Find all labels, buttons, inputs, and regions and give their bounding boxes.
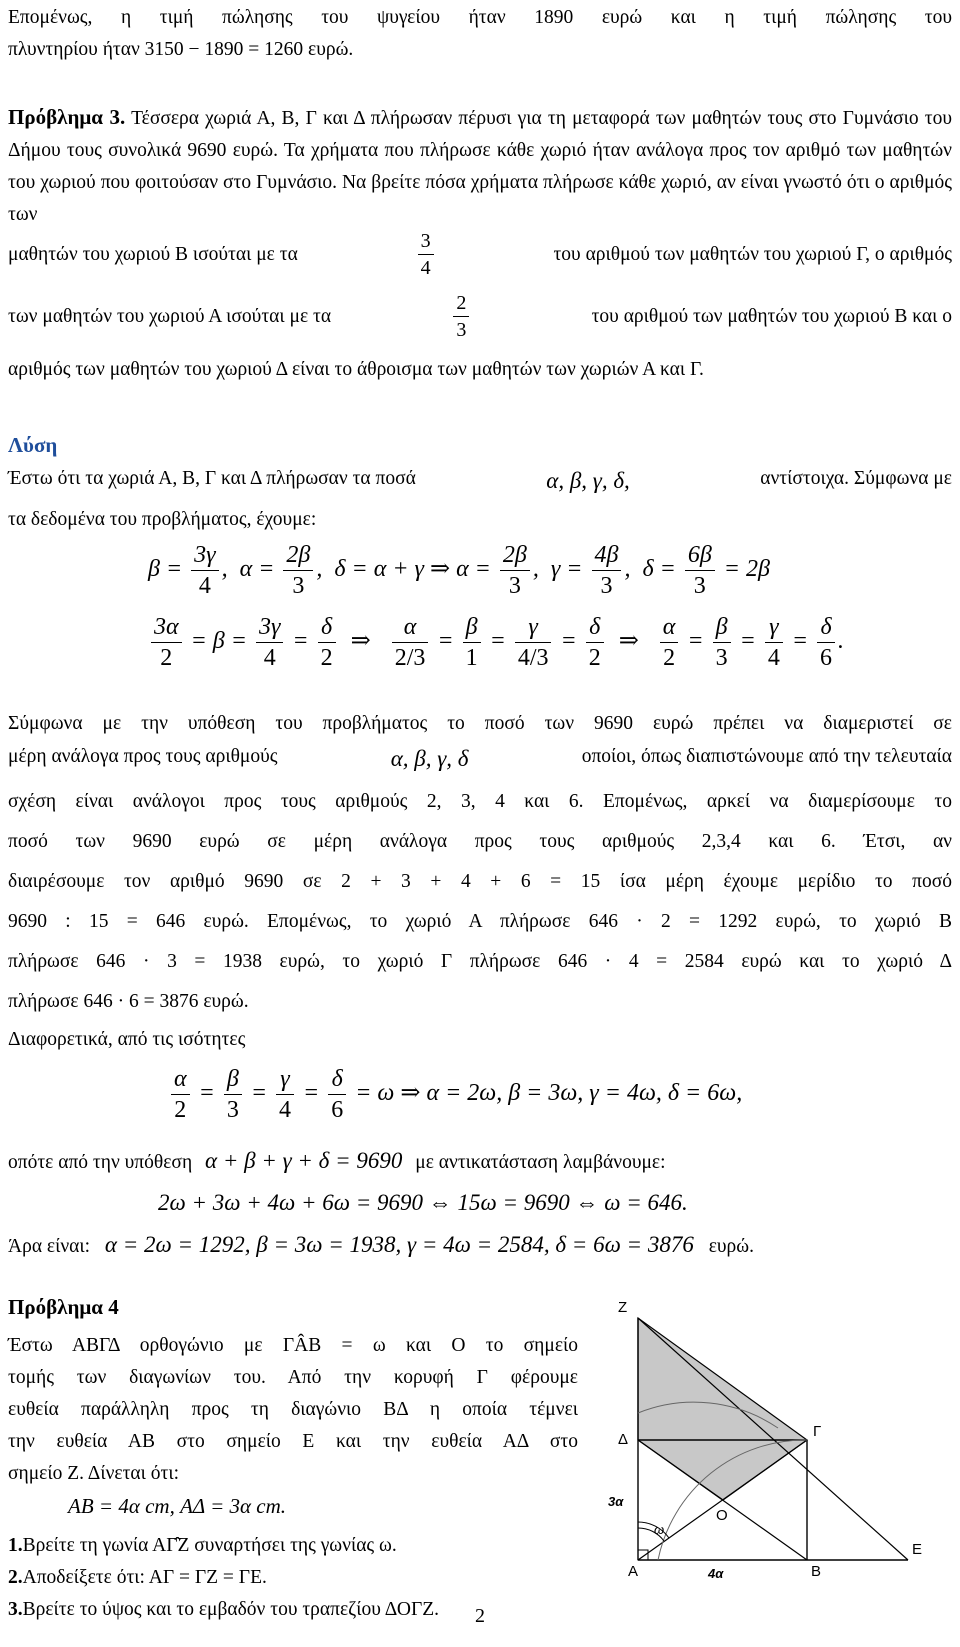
geometry-diagram — [608, 1278, 948, 1578]
page-number: 2 — [475, 1605, 485, 1627]
para-line-7: πλήρωσε 646 · 3 = 1938 ευρώ, το χωριό Γ πλήρωσε 646 · 4 = 2584 ευρώ και το χωριό Δ — [8, 951, 952, 972]
label-A: A — [628, 1563, 639, 1578]
opote-line: οπότε από την υπόθεση α + β + γ + δ = 9690 με αντικατάσταση λαμβάνουμε: — [8, 1148, 666, 1173]
equation-row-1: β = $\frac{3\gamma}{4}$ , α = $\frac{2\beta}{3}$ , δ = α + γ ⇒ α = $\frac{2\beta}{3}$ , γ = $\frac{4\beta}{3}$ , δ = $\frac{6\beta}{3}$ = 2β — [148, 542, 770, 599]
problem3-line-fraction-1: μαθητών του χωριού Β ισούται με τα $\frac{3}{4}$ του αριθμού των μαθητών του χωριού Γ, ο αριθμός — [8, 230, 952, 279]
problem3-block — [8, 100, 952, 231]
equation-row-2: $\frac{3\alpha}{2}$ = β = $\frac{3\gamma}{4}$ = $\frac{\delta}{2}$ ⇒ $\frac{\alpha}{2/3}$ = $\frac{\beta}{1}$ = $\frac{\gamma}{4/3}$ = $\frac{\delta}{2}$ ⇒ $\frac{\alpha}{2}$ = $\frac{\beta}{3}$ = $\frac{\gamma}{4}$ = $\frac{\delta}{6}$ . — [148, 612, 844, 673]
label-omega: ω — [654, 1522, 665, 1537]
problem4-heading: Πρόβλημα 4 — [8, 1295, 119, 1319]
solution-line-1: Έστω ότι τα χωριά Α, Β, Γ και Δ πλήρωσαν τα ποσά α, β, γ, δ, αντίστοιχα. Σύμφωνα με — [8, 468, 952, 493]
para-line-1: Σύμφωνα με την υπόθεση του προβλήματος το ποσό των 9690 ευρώ πρέπει να διαμεριστεί σε — [8, 713, 952, 734]
solution-line-2: τα δεδομένα του προβλήματος, έχουμε: — [8, 509, 317, 530]
para-line-2: μέρη ανάλογα προς τους αριθμούς α, β, γ, δ οποίοι, όπως διαπιστώνουμε από την τελευταία — [8, 746, 952, 771]
label-O: O — [716, 1507, 728, 1524]
problem3-heading: Πρόβλημα 3. — [8, 105, 126, 129]
intro-line-1: Επομένως, η τιμή πώλησης του ψυγείου ήταν 1890 ευρώ και η τιμή πώλησης του — [8, 7, 952, 28]
para-line-3: σχέση είναι ανάλογοι προς τους αριθμούς 2, 3, 4 και 6. Επομένως, αρκεί να διαμερίσουμε το — [8, 791, 952, 812]
label-side-3a: 3α — [608, 1494, 624, 1509]
label-E: E — [912, 1541, 923, 1558]
omega-equation: 2ω + 3ω + 4ω + 6ω = 9690 ⇔ 15ω = 9690 ⇔ ω = 646. — [158, 1190, 688, 1215]
label-G: Γ — [813, 1423, 822, 1440]
fraction-2-3: $\frac{2}{3}$ — [453, 290, 469, 343]
label-Z: Z — [618, 1299, 628, 1316]
para-line-6: 9690 : 15 = 646 ευρώ. Επομένως, το χωριό Α πλήρωσε 646 · 2 = 1292 ευρώ, το χωριό Β — [8, 911, 952, 932]
problem3-line-4: αριθμός των μαθητών του χωριού Δ είναι το άθροισμα των μαθητών των χωριών Α και Γ. — [8, 359, 704, 380]
para-line-5: διαιρέσουμε τον αριθμό 9690 σε 2 + 3 + 4 + 6 = 15 ίσα μέρη έχουμε μερίδιο το ποσό — [8, 871, 952, 892]
problem3-text: Τέσσερα χωριά Α, Β, Γ και Δ πλήρωσαν πέρυσι για τη μεταφορά των μαθητών τους στο Γυμνάσιο του Δήμου τους συνολικά 9690 ευρώ. Τα χρήματα που πλήρωσε κάθε χωριό ήταν ανάλογα προς τον αριθμό των μαθητών του χωριού που φοιτούσαν στο Γυμνάσιο. Να βρείτε πόσα χρήματα πλήρωσε κάθε χωριό, αν είναι γνωστό ότι ο αριθμός των — [8, 108, 952, 225]
label-D: Δ — [618, 1431, 629, 1448]
problem4-text: Έστω ΑΒΓΔ ορθογώνιο με ΓÂΒ = ω και Ο το σημείο τομής των διαγωνίων του. Από την κορυφή Γ φέρουμε ευθεία παράλληλη προς τη διαγώνιο ΒΔ η οποία τέμνει την ευθεία ΑΒ στο σημείο Ε και την ευθεία ΑΔ στο σημείο Ζ. Δίνεται ότι: ΑΒ = 4α cm, ΑΔ = 3α cm. 1.Βρείτε τη γωνία ΑΓ̂Ζ συναρτήσει της γωνίας ω. 2.Αποδείξετε ότι: ΑΓ = ΓΖ = ΓΕ. 3.Βρείτε το ύψος και το εμβαδόν του τραπεζίου ΔΟΓΖ. — [8, 1335, 578, 1620]
solution-heading: Λύση — [8, 433, 58, 457]
ara-line: Άρα είναι: α = 2ω = 1292, β = 3ω = 1938, γ = 4ω = 2584, δ = 6ω = 3876 ευρώ. — [8, 1232, 754, 1257]
shaded-trapezoid — [638, 1318, 807, 1500]
fraction-3-4: $\frac{3}{4}$ — [418, 228, 434, 281]
para-line-4: ποσό των 9690 ευρώ σε μέρη ανάλογα προς τους αριθμούς 2,3,4 και 6. Έτσι, αν — [8, 831, 952, 852]
alt-line: Διαφορετικά, από τις ισότητες — [8, 1029, 246, 1050]
alt-equation: $\frac{\alpha}{2}$ = $\frac{\beta}{3}$ = $\frac{\gamma}{4}$ = $\frac{\delta}{6}$ = ω ⇒ α = 2ω, β = 3ω, γ = 4ω, δ = 6ω, — [168, 1064, 742, 1125]
intro-line-2: πλυντηρίου ήταν 3150 − 1890 = 1260 ευρώ. — [8, 39, 354, 60]
label-B: B — [811, 1563, 822, 1578]
label-side-4a: 4α — [708, 1566, 724, 1578]
problem3-line-fraction-2: των μαθητών του χωριού Α ισούται με τα $\frac{2}{3}$ του αριθμού των μαθητών του χωριού Β και ο — [8, 292, 952, 341]
para-line-8: πλήρωσε 646 · 6 = 3876 ευρώ. — [8, 991, 249, 1012]
